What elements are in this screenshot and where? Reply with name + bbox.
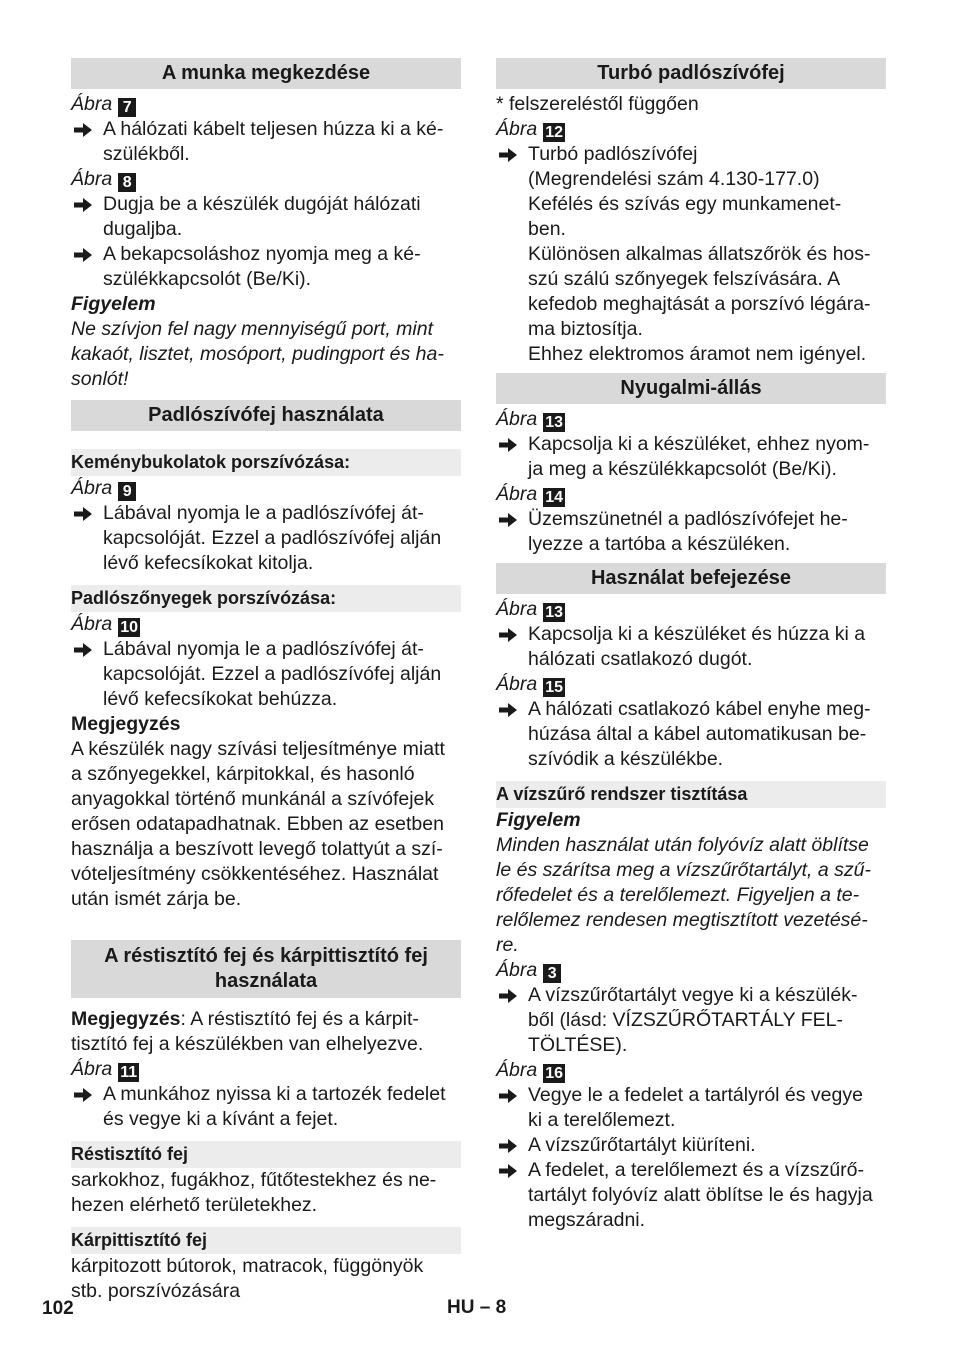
spacer [71,912,461,940]
text-line: után ismét zárja be. [71,888,242,910]
text-line: re. [496,934,519,956]
note-heading: Megjegyzés [71,1008,181,1030]
page-section-code: HU – 8 [447,1297,507,1318]
bullet-text-line: kapcsolóját. Ezzel a padlószívófej alján [103,663,442,685]
arrow-right-icon [498,1158,520,1183]
figure-label: Ábra [71,93,113,115]
arrow-right-icon [498,622,520,647]
subsection-heading: Kárpittisztító fej [71,1227,461,1254]
figure-number-badge: 8 [118,173,136,192]
bullet-item [496,142,886,367]
figure-reference [496,672,886,697]
figure-number-badge: 15 [545,679,563,696]
bullet-item [496,983,886,1058]
bullet-text-line: tartályt folyóvíz alatt öblítse le és hagyja [528,1184,873,1206]
arrow-right-icon [498,1083,520,1108]
bullet-text-line: ma biztosítja. [528,318,643,340]
figure-label: Ábra [496,673,538,695]
figure-label: Ábra [496,959,538,981]
text-line: kárpitozott bútorok, matracok, függönyök [71,1255,424,1277]
text-line: a szőnyegekkel, kárpitokkal, és hasonló [71,763,415,785]
figure-number-badge: 11 [120,1064,138,1081]
bullet-item [71,1082,461,1132]
figure-reference [496,407,886,432]
bullet-text-line: megszáradni. [528,1209,646,1231]
bullet-text-line: A munkához nyissa ki a tartozék fedelet [103,1083,446,1105]
text-line: rőfedelet és a terelőlemezt. Figyeljen a te- [496,884,860,906]
subsection-heading: A vízszűrő rendszer tisztítása [496,781,886,808]
arrow-right-icon [73,501,95,526]
bullet-text-line: lévő kefecsíkokat kitolja. [103,552,314,574]
figure-number-badge: 16 [545,1065,563,1082]
figure-reference [496,482,886,507]
bullet-item [496,622,886,672]
arrow-right-icon [73,242,95,267]
arrow-right-icon [498,1133,520,1158]
right-column [496,58,886,1233]
arrow-right-icon [498,697,520,722]
bullet-text-line: húzása által a kábel automatikusan be- [528,723,867,745]
section-heading: Padlószívófej használata [71,400,461,431]
arrow-right-icon [498,983,520,1008]
bullet-text-line: Különösen alkalmas állatszőrök és hos- [528,243,871,265]
figure-reference [496,958,886,983]
bullet-text-line: szú szálú szőnyegek felszívására. A [528,268,841,290]
bullet-text-line: hálózati csatlakozó dugót. [528,648,753,670]
figure-reference [496,117,886,142]
bullet-text-line: Lábával nyomja le a padlószívófej át- [103,638,424,660]
arrow-right-icon [73,637,95,662]
figure-label: Ábra [496,408,538,430]
arrow-right-icon [498,507,520,532]
bullet-text-line: Vegye le a fedelet a tartályról és vegye [528,1084,863,1106]
section-heading: Nyugalmi-állás [496,373,886,404]
figure-label: Ábra [71,1058,113,1080]
note-heading: Figyelem [71,293,156,315]
bullet-item [496,507,886,557]
bullet-text-line: Kapcsolja ki a készüléket, ehhez nyom- [528,433,870,455]
bullet-text-line: TÖLTÉSE). [528,1034,628,1056]
text-line: erősen odatapadhatnak. Ebben az esetben [71,813,444,835]
subsection-heading: Padlószőnyegek porszívózása: [71,585,461,612]
text-line: hezen elérhető területekhez. [71,1194,318,1216]
figure-number-badge: 13 [545,604,563,621]
spacer [71,392,461,400]
figure-reference [496,1058,886,1083]
arrow-right-icon [498,142,520,167]
bullet-text-line: Turbó padlószívófej [528,143,698,165]
bullet-text-line: dugaljba. [103,218,183,240]
bullet-text-line: Lábával nyomja le a padlószívófej át- [103,502,424,524]
figure-label: Ábra [496,598,538,620]
bullet-text-line: A bekapcsoláshoz nyomja meg a ké- [103,243,421,265]
bullet-item [71,117,461,167]
text-line: le és szárítsa meg a vízszűrőtartályt, a szű- [496,859,871,881]
section-heading: A munka megkezdése [71,58,461,89]
note-text: : A réstisztító fej és a kárpit- [180,1008,419,1030]
bullet-item [496,697,886,772]
section-heading [71,940,461,998]
text-line: tisztító fej a készülékben van elhelyezve. [71,1033,424,1055]
bullet-item [71,501,461,576]
figure-number-badge: 9 [118,482,136,501]
text-line: Minden használat után folyóvíz alatt öblítse [496,834,869,856]
arrow-right-icon [73,192,95,217]
bullet-text-line: A vízszűrőtartályt vegye ki a készülék- [528,984,858,1006]
section-heading: Turbó padlószívófej [496,58,886,89]
bullet-item [496,1083,886,1133]
bullet-text-line: A hálózati csatlakozó kábel enyhe meg- [528,698,871,720]
figure-number-badge: 7 [118,98,136,117]
text-line: * felszereléstől függően [496,93,699,115]
text-line: vóteljesítmény csökkentéséhez. Használat [71,863,439,885]
bullet-text-line: Kapcsolja ki a készüléket és húzza ki a [528,623,866,645]
text-line: sonlót! [71,368,129,390]
section-heading-line: A réstisztító fej és kárpittisztító fej [104,945,428,967]
bullet-text-line: (Megrendelési szám 4.130-177.0) [528,168,820,190]
text-line: A készülék nagy szívási teljesítménye miatt [71,738,445,760]
bullet-text-line: ben. [528,218,566,240]
bullet-text-line: szülékből. [103,143,190,165]
bullet-item [71,242,461,292]
text-line: kakaót, lisztet, mosóport, pudingport és ha- [71,343,444,365]
figure-number-badge: 3 [543,964,561,983]
left-column [71,58,461,1304]
spacer [71,434,461,440]
text-line: sarkokhoz, fugákhoz, fűtőtestekhez és ne- [71,1169,437,1191]
figure-number-badge: 10 [120,619,138,636]
figure-label: Ábra [496,1059,538,1081]
bullet-text-line: Kefélés és szívás egy munkamenet- [528,193,842,215]
bullet-text-line: Dugja be a készülék dugóját hálózati [103,193,421,215]
section-heading-line: használata [214,970,318,992]
page-number: 102 [42,1298,74,1319]
text-line: anyagokkal történő munkánál a szívófejek [71,788,435,810]
note-heading: Figyelem [496,809,581,831]
bullet-item [496,1158,886,1233]
arrow-right-icon [498,432,520,457]
bullet-text-line: szívódik a készülékbe. [528,748,724,770]
bullet-text-line: A fedelet, a terelőlemezt és a vízszűrő- [528,1159,864,1181]
bullet-item [496,432,886,482]
figure-number-badge: 13 [545,414,563,431]
bullet-text-line: szülékkapcsolót (Be/Ki). [103,268,312,290]
text-line: Ne szívjon fel nagy mennyiségű port, mint [71,318,434,340]
bullet-text-line: kapcsolóját. Ezzel a padlószívófej alján [103,527,442,549]
bullet-item [71,637,461,712]
figure-label: Ábra [71,477,113,499]
note-heading: Megjegyzés [71,713,181,735]
bullet-item [496,1133,886,1158]
subsection-heading: Réstisztító fej [71,1141,461,1168]
arrow-right-icon [73,1082,95,1107]
arrow-right-icon [73,117,95,142]
bullet-text-line: lyezze a tartóba a készüléken. [528,533,791,555]
figure-reference [496,597,886,622]
bullet-text-line: ből (lásd: VÍZSZŰRŐTARTÁLY FEL- [528,1009,843,1031]
text-line: használja a beszívott levegő tolattyút a szí- [71,838,443,860]
figure-reference [71,612,461,637]
text-line: stb. porszívózására [71,1280,241,1302]
figure-label: Ábra [496,483,538,505]
bullet-item [71,192,461,242]
figure-number-badge: 14 [545,489,563,506]
bullet-text-line: és vegye ki a kívánt a fejet. [103,1108,339,1130]
figure-reference [71,476,461,501]
figure-label: Ábra [71,613,113,635]
note-line [71,1007,461,1032]
subsection-heading: Keménybukolatok porszívózása: [71,449,461,476]
bullet-text-line: A vízszűrőtartályt kiüríteni. [528,1134,756,1156]
text-line: relőlemez rendesen megtisztított vezetésé- [496,909,868,931]
figure-label: Ábra [71,168,113,190]
section-heading: Használat befejezése [496,563,886,594]
figure-number-badge: 12 [545,124,563,141]
bullet-text-line: ki a terelőlemezt. [528,1109,676,1131]
bullet-text-line: Üzemszünetnél a padlószívófejet he- [528,508,848,530]
bullet-text-line: A hálózati kábelt teljesen húzza ki a ké- [103,118,444,140]
bullet-text-line: ja meg a készülékkapcsolót (Be/Ki). [528,458,837,480]
bullet-text-line: lévő kefecsíkokat behúzza. [103,688,338,710]
figure-reference [71,1057,461,1082]
bullet-text-line: Ehhez elektromos áramot nem igényel. [528,343,867,365]
bullet-text-line: kefedob meghajtását a porszívó légára- [528,293,871,315]
figure-label: Ábra [496,118,538,140]
figure-reference [71,92,461,117]
figure-reference [71,167,461,192]
